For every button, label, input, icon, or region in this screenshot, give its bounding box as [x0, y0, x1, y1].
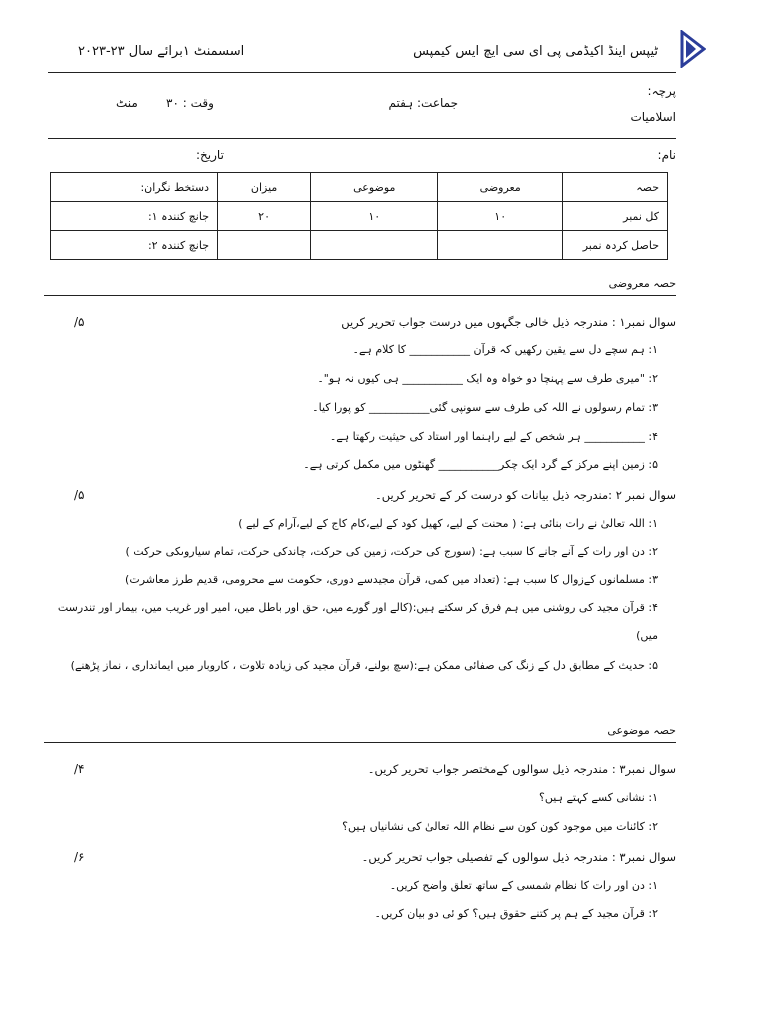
- list-item: ۲: قرآن مجید کے ہم پر کتنے حقوق ہیں؟ کو ئی دو بیان کریں۔: [374, 907, 658, 920]
- assessment-title: اسسمنٹ ۱برائے سال ۲۳-۲۰۲۳: [78, 44, 245, 59]
- table-cell: دستخط نگران:: [51, 173, 218, 202]
- table-cell: [311, 231, 438, 260]
- table-cell: جانچ کنندہ ۱:: [51, 202, 218, 231]
- question-4-marks: /۶: [74, 850, 85, 864]
- table-cell: [218, 231, 311, 260]
- table-cell: جانچ کنندہ ۲:: [51, 231, 218, 260]
- header-divider: [48, 72, 676, 73]
- question-4: سوال نمبر۳ : مندرجہ ذیل سوالوں کے تفصیلی جواب تحریر کریں۔: [361, 850, 676, 864]
- time-label: وقت : ۳۰: [166, 96, 214, 110]
- table-cell: حصہ: [563, 173, 668, 202]
- marks-table: [50, 172, 668, 260]
- list-item: ۱: دن اور رات کا نظام شمسی کے ساتھ تعلق واضح کریں۔: [389, 879, 658, 892]
- list-item: ۴: قرآن مجید کی روشنی میں ہم فرق کر سکتے ہیں:(کالے اور گورے میں، حق اور باطل میں، امیر اور غریب میں، بیمار اور تندرست میں): [57, 601, 658, 642]
- list-item: ۳: تمام رسولوں نے اللہ کی طرف سے سونپی گئی___________ کو پورا کیا۔: [312, 401, 658, 414]
- table-cell: ۱۰: [311, 202, 438, 231]
- list-item: ۲: "میری طرف سے پہنچا دو خواہ وہ ایک ___________ ہی کیوں نہ ہو"۔: [317, 372, 658, 385]
- school-name: ٹیپس اینڈ اکیڈمی پی ای سی ایچ ایس کیمپس: [413, 44, 658, 59]
- list-item: ۵: حدیث کے مطابق دل کے زنگ کی صفائی ممکن ہے:(سچ بولنے، قرآن مجید کی زیادہ تلاوت ، کاروبار میں ایمانداری ، نماز پڑھنے): [70, 659, 658, 672]
- section-divider: [44, 742, 676, 743]
- table-cell: میزان: [218, 173, 311, 202]
- list-item: ۵: زمین اپنے مرکز کے گرد ایک چکر___________ گھنٹوں میں مکمل کرتی ہے۔: [303, 458, 658, 471]
- question-1: سوال نمبر۱ : مندرجہ ذیل خالی جگہوں میں درست جواب تحریر کریں: [341, 315, 676, 329]
- info-divider: [48, 138, 676, 139]
- parcha-label: پرچہ:: [647, 84, 676, 98]
- question-2-marks: /۵: [74, 488, 85, 502]
- question-3: سوال نمبر۳ : مندرجہ ذیل سوالوں کےمختصر جواب تحریر کریں۔: [367, 762, 676, 776]
- table-cell: [438, 231, 563, 260]
- minutes-label: منٹ: [116, 96, 138, 110]
- list-item: ۲: دن اور رات کے آنے جانے کا سبب ہے: (سورج کی حرکت، زمین کی حرکت، چاندکی حرکت، تمام سیاروںکی حرکت ): [125, 545, 658, 558]
- section-subjective-title: حصہ موضوعی: [607, 724, 676, 737]
- class-label: جماعت: ہفتم: [388, 96, 458, 110]
- list-item: ۳: مسلمانوں کےزوال کا سبب ہے: (تعداد میں کمی، قرآن مجیدسے دوری، حکومت سے محرومی، قدیم طرز معاشرت): [125, 573, 658, 586]
- table-cell: موضوعی: [311, 173, 438, 202]
- table-row: [51, 202, 668, 231]
- date-label: تاریخ:: [196, 148, 224, 162]
- question-1-marks: /۵: [74, 315, 85, 329]
- list-item: ۴: ___________ ہر شخص کے لیے راہنما اور استاد کی حیثیت رکھتا ہے۔: [329, 430, 658, 443]
- section-divider: [44, 295, 676, 296]
- table-cell: کل نمبر: [563, 202, 668, 231]
- list-item: ۱: اللہ تعالیٰ نے رات بنائی ہے: ( محنت کے لیے، کھیل کود کے لیے،کام کاج کے لیے،آرام کے لیے ): [238, 517, 658, 530]
- section-objective-title: حصہ معروضی: [608, 277, 676, 290]
- table-cell: معروضی: [438, 173, 563, 202]
- list-item: ۱: نشانی کسے کہتے ہیں؟: [539, 791, 658, 804]
- subject-name: اسلامیات: [630, 110, 676, 124]
- list-item: ۲: کائنات میں موجود کون کون سے نظام اللہ تعالیٰ کی نشانیاں ہیں؟: [342, 820, 658, 833]
- table-cell: ۱۰: [438, 202, 563, 231]
- table-row: [51, 173, 668, 202]
- list-item: ۱: ہم سچے دل سے یقین رکھیں کہ قرآن ___________ کا کلام ہے۔: [352, 343, 658, 356]
- question-3-marks: /۴: [74, 762, 85, 776]
- table-cell: حاصل کردہ نمبر: [563, 231, 668, 260]
- table-cell: ۲۰: [218, 202, 311, 231]
- question-2: سوال نمبر ۲ :مندرجہ ذیل بیانات کو درست کر کے تحریر کریں۔: [375, 488, 676, 502]
- name-label: نام:: [657, 148, 676, 162]
- table-row: [51, 231, 668, 260]
